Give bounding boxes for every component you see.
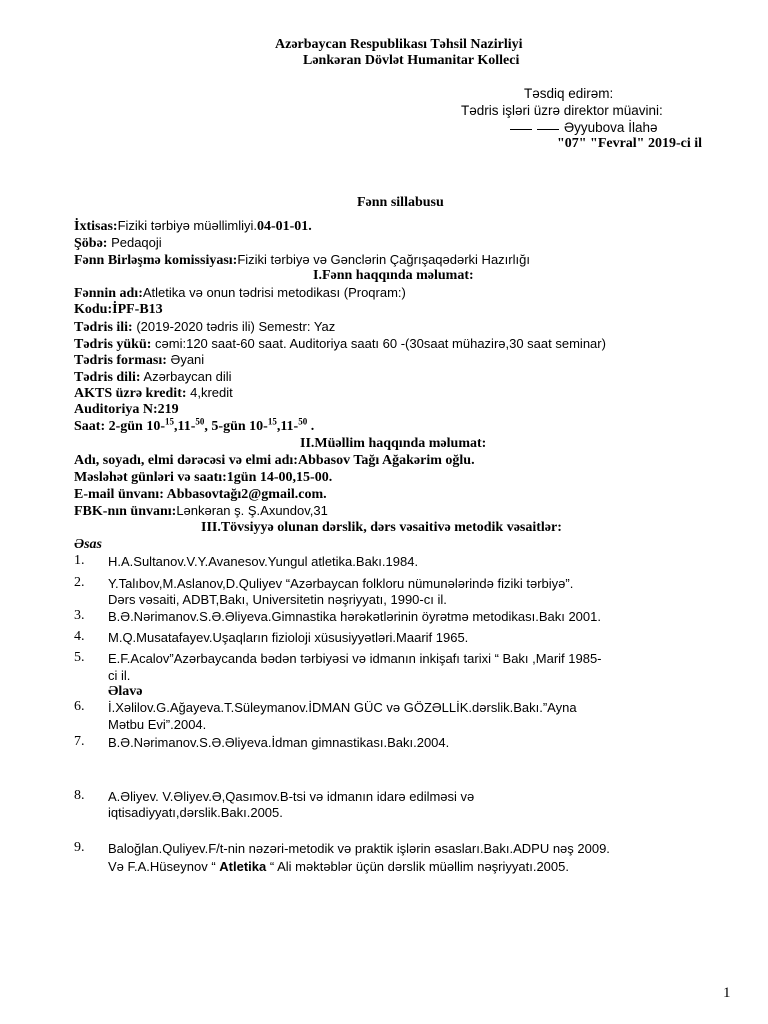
fbk-value: Lənkəran ş. Ş.Axundov,31 xyxy=(176,503,328,518)
main-sources-label: Əsas xyxy=(74,537,103,552)
document-title: Fənn sillabusu xyxy=(357,195,444,210)
ref-number: 2. xyxy=(74,575,85,590)
department-row xyxy=(74,235,162,252)
teacher-email: E-mail ünvanı: Abbasovtağı2@gmail.com. xyxy=(74,487,327,502)
specialty-code: 04-01-01. xyxy=(256,219,312,234)
year-value: (2019-2020 tədris ili) Semestr: Yaz xyxy=(132,319,336,334)
form-value: Əyani xyxy=(166,352,205,367)
hours-text: , 5-gün 10- xyxy=(204,419,268,434)
ref-text-cont: Dərs vəsaiti, ADBT,Bakı, Universitetin nəşriyyatı, 1990-cı il. xyxy=(108,592,447,607)
consult-hours: Məsləhət günləri və saatı:1gün 14-00,15-00. xyxy=(74,470,333,485)
language-row xyxy=(74,369,232,386)
language-label: Tədris dili: xyxy=(74,370,141,385)
signatory-name: Əyyubova İlahə xyxy=(564,120,658,135)
ref-number: 9. xyxy=(74,840,85,855)
department-value: Pedaqoji xyxy=(107,235,162,250)
ref-text-cont: ci il. xyxy=(108,668,131,683)
ref-text: Y.Talıbov,M.Aslanov,D.Quliyev “Azərbaycan folkloru nümunələrində fiziki tərbiyə”. xyxy=(108,576,574,591)
fbk-label: FBK-nın ünvanı: xyxy=(74,504,177,519)
section-2-heading: II.Müəllim haqqında məlumat: xyxy=(300,436,487,451)
signature-line xyxy=(537,128,559,130)
ref-text: E.F.Acalov”Azərbaycanda bədən tərbiyəsi və idmanın inkişafı tarixi “ Bakı ,Marif 1985- xyxy=(108,651,602,666)
department-label: Şöbə: xyxy=(74,236,108,251)
auditorium: Auditoriya N:219 xyxy=(74,402,179,417)
ref-fragment: “ Ali məktəblər üçün dərslik müəllim nəşriyyatı.2005. xyxy=(266,859,569,874)
ref-number: 7. xyxy=(74,734,85,749)
ref-number: 1. xyxy=(74,553,85,568)
ref-text-cont xyxy=(108,858,569,875)
extra-sources-label: Əlavə xyxy=(108,684,143,699)
hours-sup: 15 xyxy=(267,416,277,427)
ref-text: B.Ə.Nərimanov.S.Ə.Əliyeva.İdman gimnastikası.Bakı.2004. xyxy=(108,735,450,750)
ref-text: Baloğlan.Quliyev.F/t-nin nəzəri-metodik və praktik işlərin əsasları.Bakı.ADPU nəş 2009. xyxy=(108,841,610,856)
ref-number: 6. xyxy=(74,699,85,714)
ref-fragment-bold: Atletika xyxy=(219,859,267,874)
specialty-row xyxy=(74,218,312,235)
teacher-name: Adı, soyadı, elmi dərəcəsi və elmi adı:Abbasov Tağı Ağakərim oğlu. xyxy=(74,453,475,468)
ref-text: A.Əliyev. V.Əliyev.Ə,Qasımov.B-tsi və idmanın idarə edilməsi və xyxy=(108,789,475,804)
akts-value: 4,kredit xyxy=(186,385,233,400)
ref-number: 5. xyxy=(74,650,85,665)
commission-value: Fiziki tərbiyə və Gənclərin Çağrışaqədərki Hazırlığı xyxy=(237,252,530,267)
hours-sup: 50 xyxy=(298,416,308,427)
hours-text: . xyxy=(307,419,315,434)
ref-text-cont: Mətbu Evi”.2004. xyxy=(108,717,207,732)
load-value: cəmi:120 saat-60 saat. Auditoriya saatı 60 -(30saat mühazirə,30 saat seminar) xyxy=(151,336,606,351)
approval-label: Təsdiq edirəm: xyxy=(524,86,614,101)
approval-position: Tədris işləri üzrə direktor müavini: xyxy=(461,103,663,118)
section-3-heading: III.Tövsiyyə olunan dərslik, dərs vəsaitivə metodik vəsaitlər: xyxy=(201,520,562,535)
hours-sup: 50 xyxy=(195,416,205,427)
ministry-heading: Azərbaycan Respublikası Təhsil Nazirliyi xyxy=(275,37,523,52)
form-label: Tədris forması: xyxy=(74,353,167,368)
ref-text: İ.Xəlilov.G.Ağayeva.T.Süleymanov.İDMAN GÜC və GÖZƏLLİK.dərslik.Bakı.”Ayna xyxy=(108,700,577,715)
hours-sup: 15 xyxy=(165,416,175,427)
akts-label: AKTS üzrə kredit: xyxy=(74,386,187,401)
form-row xyxy=(74,352,204,369)
class-hours xyxy=(74,416,315,435)
hours-text: Saat: 2-gün 10- xyxy=(74,419,166,434)
ref-text: M.Q.Musatafayev.Uşaqların fizioloji xüsusiyyətləri.Maarif 1965. xyxy=(108,630,469,645)
akts-row xyxy=(74,385,233,402)
hours-text: ,11- xyxy=(174,419,196,434)
approval-signature xyxy=(510,120,657,136)
course-code: Kodu:İPF-B13 xyxy=(74,302,163,317)
ref-fragment: Və F.A.Hüseynov “ xyxy=(108,859,220,874)
college-heading: Lənkəran Dövlət Humanitar Kolleci xyxy=(303,53,520,68)
year-row xyxy=(74,319,335,336)
ref-number: 3. xyxy=(74,608,85,623)
subject-value: Atletika və onun tədrisi metodikası (Proqram:) xyxy=(142,285,406,300)
section-1-heading: I.Fənn haqqında məlumat: xyxy=(313,268,474,283)
ref-text: B.Ə.Nərimanov.S.Ə.Əliyeva.Gimnastika hərəkətlərinin öyrətmə metodikası.Bakı 2001. xyxy=(108,609,601,624)
page-number: 1 xyxy=(723,985,731,1001)
commission-label: Fənn Birləşmə komissiyası: xyxy=(74,253,238,268)
subject-row xyxy=(74,285,406,302)
ref-number: 8. xyxy=(74,788,85,803)
load-row xyxy=(74,336,606,353)
signature-line xyxy=(510,128,532,130)
ref-text: H.A.Sultanov.V.Y.Avanesov.Yungul atletika.Bakı.1984. xyxy=(108,554,419,569)
ref-text-cont: iqtisadiyyatı,dərslik.Bakı.2005. xyxy=(108,805,283,820)
approval-date: "07" "Fevral" 2019-ci il xyxy=(557,136,703,151)
subject-label: Fənnin adı: xyxy=(74,286,143,301)
specialty-label: İxtisas: xyxy=(74,219,118,234)
specialty-value: Fiziki tərbiyə müəllimliyi. xyxy=(117,218,257,233)
year-label: Tədris ili: xyxy=(74,320,133,335)
commission-row xyxy=(74,252,530,269)
fbk-address-row xyxy=(74,503,328,520)
language-value: Azərbaycan dili xyxy=(140,369,232,384)
ref-number: 4. xyxy=(74,629,85,644)
hours-text: ,11- xyxy=(276,419,299,434)
load-label: Tədris yükü: xyxy=(74,337,152,352)
